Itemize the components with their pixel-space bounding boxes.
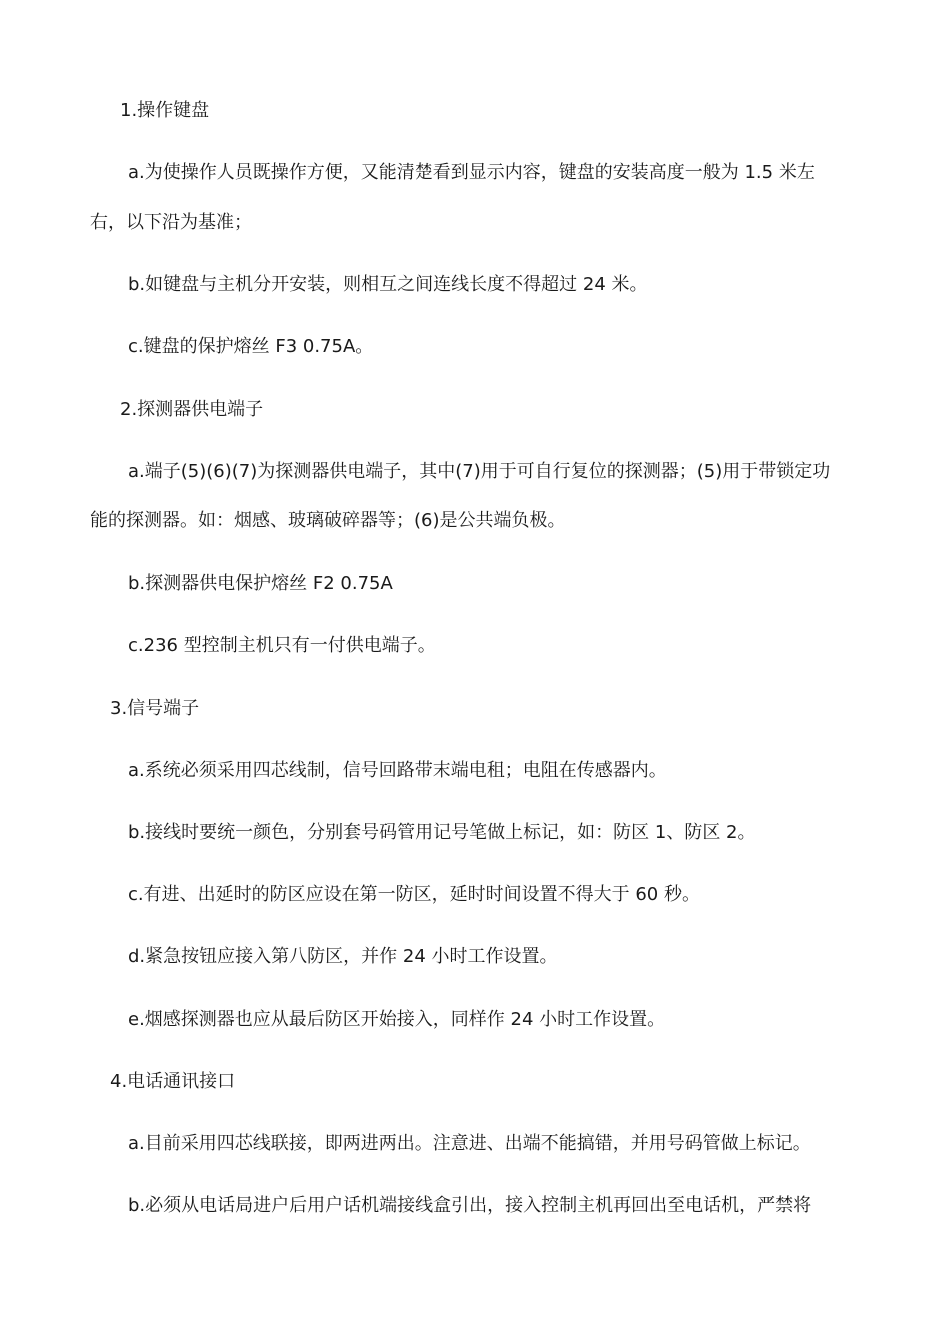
paragraph-line: b.如键盘与主机分开安装，则相互之间连线长度不得超过 24 米。 <box>128 274 648 295</box>
heading-phone-interface: 4.电话通讯接口 <box>110 1071 236 1092</box>
paragraph-line: 右，以下沿为基准； <box>90 212 252 233</box>
paragraph-line: a.为使操作人员既操作方便，又能清楚看到显示内容，键盘的安装高度一般为 1.5 米左 <box>128 162 815 183</box>
paragraph-line: b.必须从电话局进户后用户话机端接线盒引出，接入控制主机再回出至电话机，严禁将 <box>128 1195 812 1216</box>
paragraph-line: b.接线时要统一颜色，分别套号码管用记号笔做上标记，如：防区 1、防区 2。 <box>128 822 756 843</box>
paragraph-line: a.目前采用四芯线联接，即两进两出。注意进、出端不能搞错，并用号码管做上标记。 <box>128 1133 811 1154</box>
paragraph-line: a.系统必须采用四芯线制，信号回路带末端电租；电阻在传感器内。 <box>128 760 667 781</box>
heading-detector-power-terminal: 2.探测器供电端子 <box>120 399 264 420</box>
paragraph-line: 能的探测器。如：烟感、玻璃破碎器等；(6)是公共端负极。 <box>90 510 566 531</box>
paragraph-line: c.236 型控制主机只有一付供电端子。 <box>128 635 436 656</box>
paragraph-line: a.端子(5)(6)(7)为探测器供电端子，其中(7)用于可自行复位的探测器；(5)用于带锁定功 <box>128 461 831 482</box>
heading-signal-terminal: 3.信号端子 <box>110 698 200 719</box>
paragraph-line: c.键盘的保护熔丝 F3 0.75A。 <box>128 336 374 357</box>
paragraph-line: d.紧急按钮应接入第八防区，并作 24 小时工作设置。 <box>128 946 558 967</box>
paragraph-line: c.有进、出延时的防区应设在第一防区，延时时间设置不得大于 60 秒。 <box>128 884 700 905</box>
paragraph-line: b.探测器供电保护熔丝 F2 0.75A <box>128 573 393 594</box>
heading-operation-keyboard: 1.操作键盘 <box>120 100 210 121</box>
paragraph-line: e.烟感探测器也应从最后防区开始接入，同样作 24 小时工作设置。 <box>128 1009 666 1030</box>
